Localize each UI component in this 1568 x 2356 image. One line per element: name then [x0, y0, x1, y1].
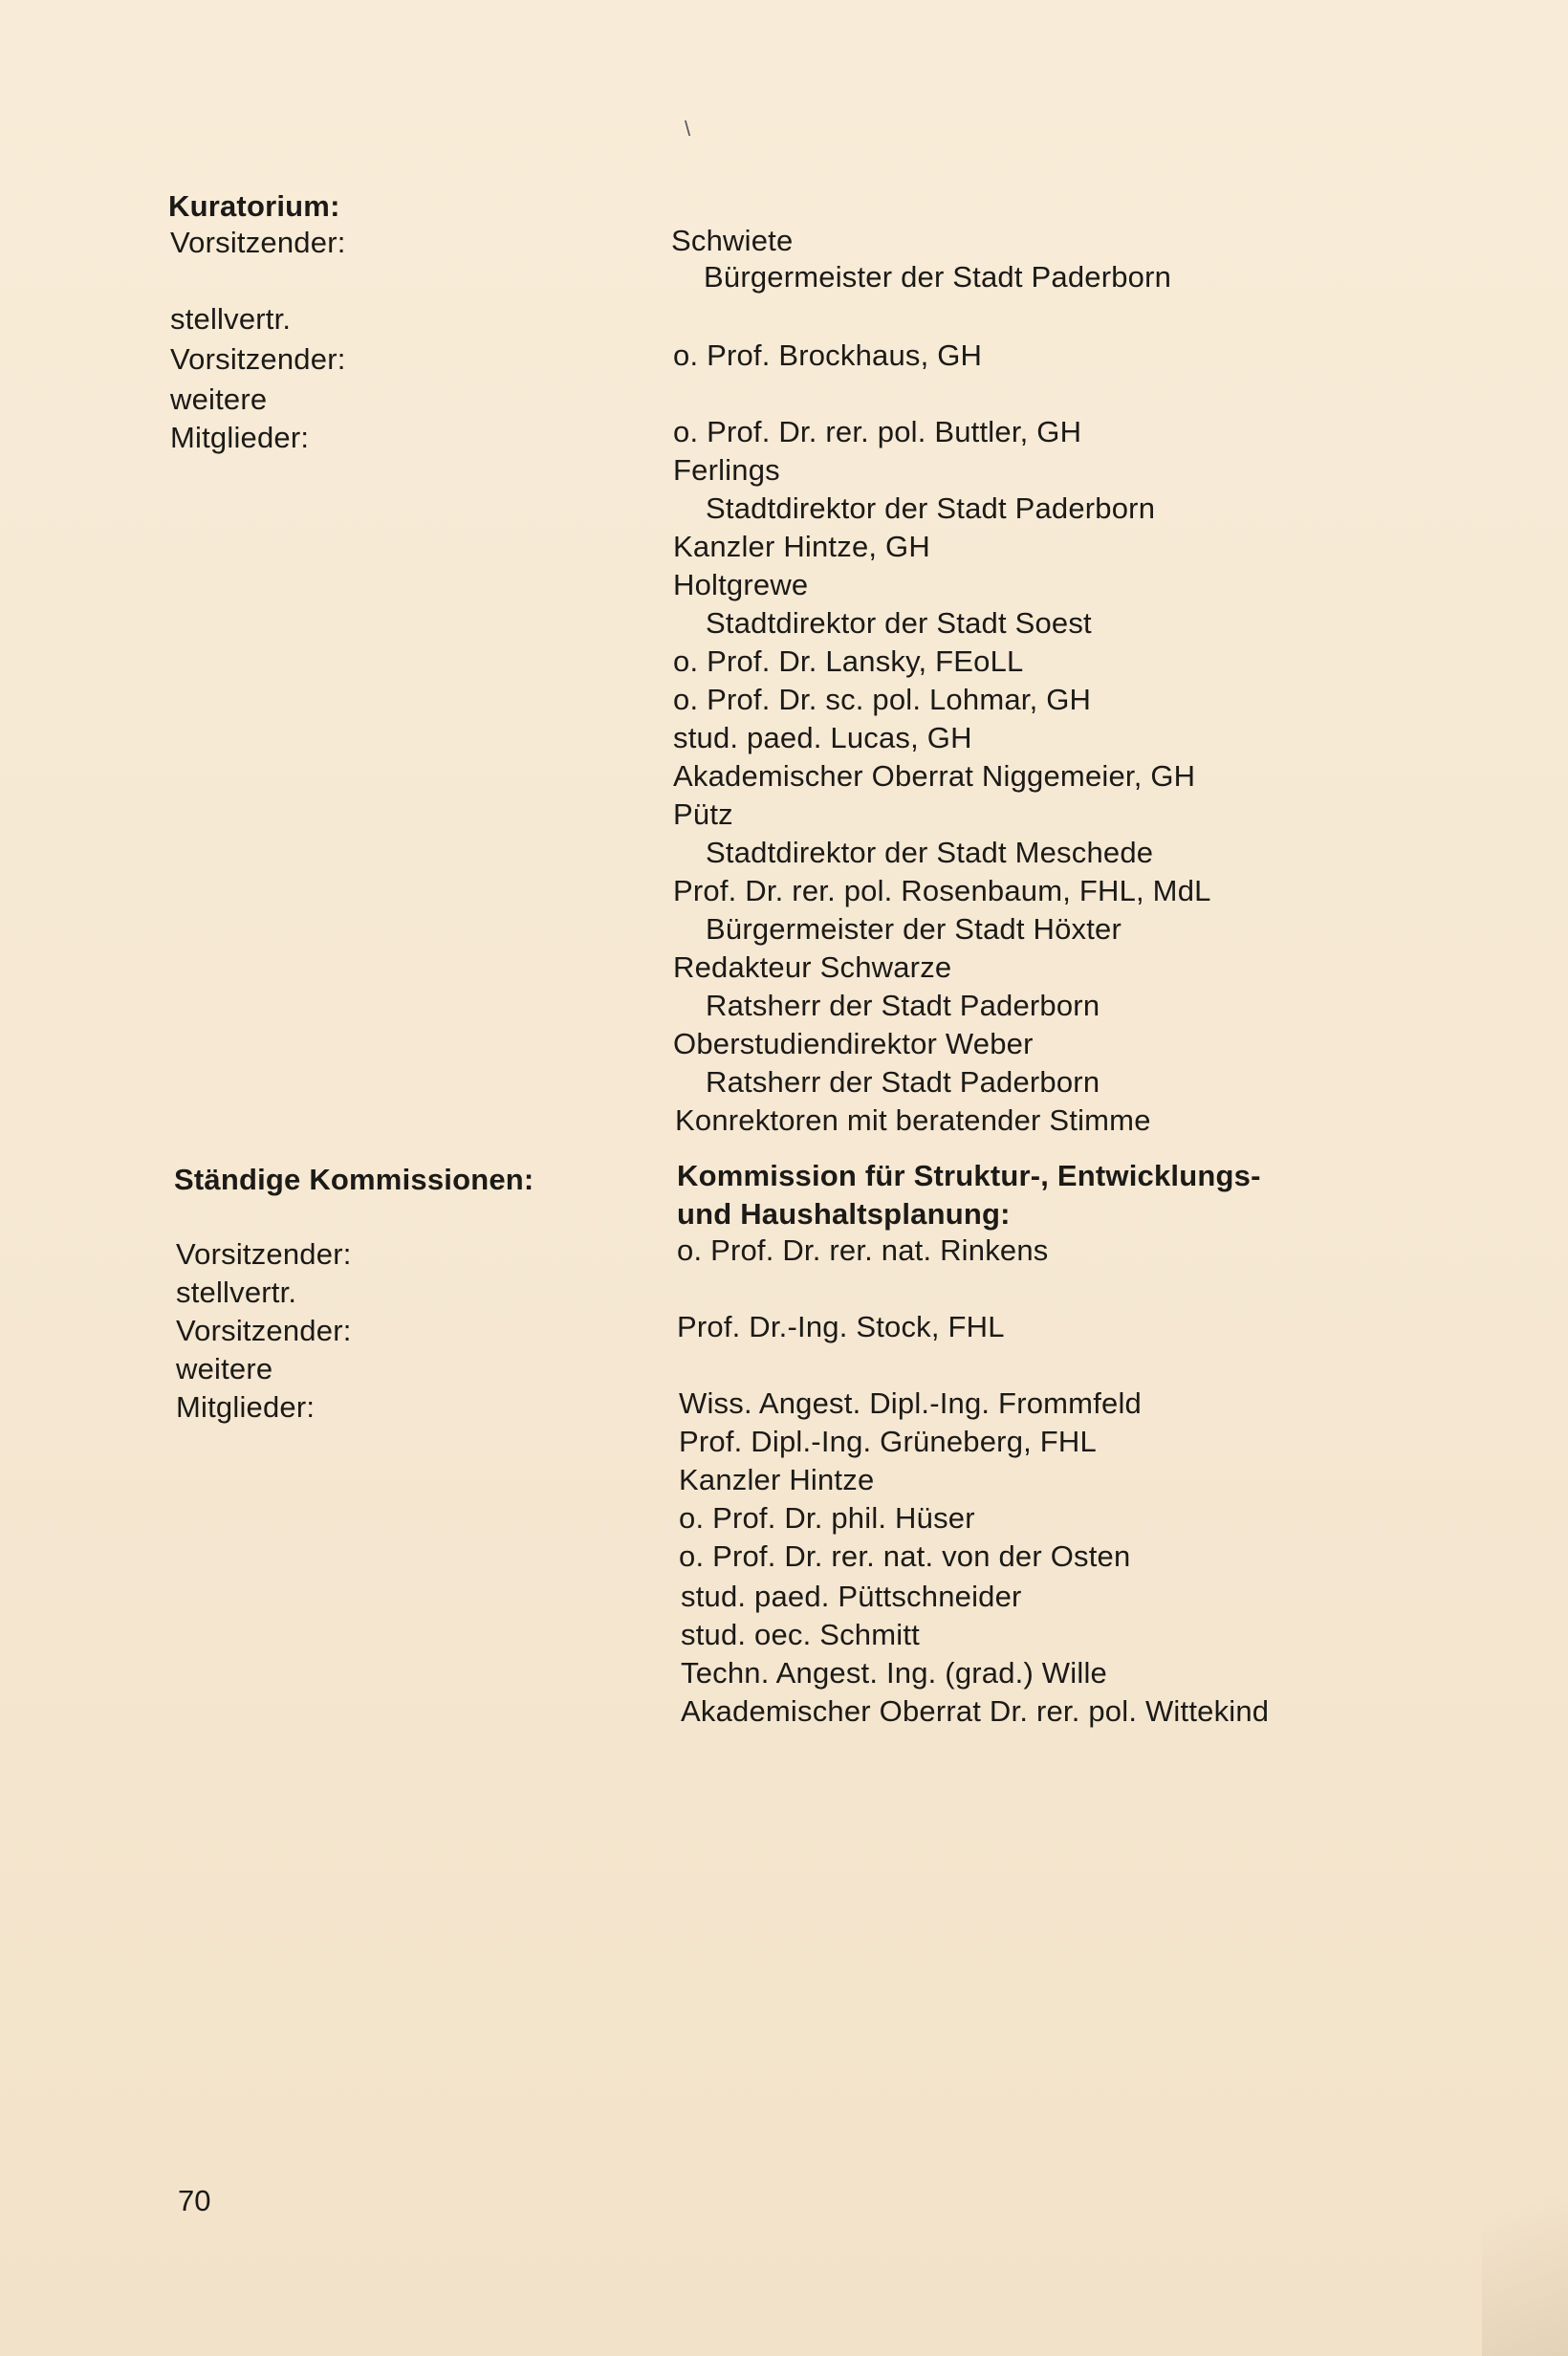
entry: Kanzler Hintze	[679, 1463, 875, 1496]
entry: Konrektoren mit beratender Stimme	[675, 1103, 1151, 1137]
entry: Stadtdirektor der Stadt Paderborn	[706, 491, 1156, 525]
label-weitere: weitere	[176, 1352, 273, 1385]
entry: Stadtdirektor der Stadt Meschede	[706, 836, 1154, 869]
entry: Bürgermeister der Stadt Höxter	[706, 912, 1122, 946]
page-number: 70	[178, 2184, 211, 2217]
entry: Kanzler Hintze, GH	[673, 530, 930, 563]
entry: o. Prof. Dr. rer. nat. Rinkens	[677, 1233, 1049, 1267]
entry: Techn. Angest. Ing. (grad.) Wille	[681, 1656, 1107, 1690]
entry: Stadtdirektor der Stadt Soest	[706, 606, 1092, 640]
entry: Akademischer Oberrat Dr. rer. pol. Wittekind	[681, 1694, 1270, 1728]
entry: o. Prof. Dr. rer. nat. von der Osten	[679, 1539, 1131, 1573]
entry: stud. paed. Püttschneider	[681, 1580, 1022, 1613]
label-weitere: weitere	[170, 382, 268, 416]
entry: Ratsherr der Stadt Paderborn	[706, 989, 1100, 1022]
kommissionen-heading: Ständige Kommissionen:	[174, 1163, 534, 1196]
label-mitglieder: Mitglieder:	[170, 421, 310, 454]
entry: o. Prof. Dr. rer. pol. Buttler, GH	[673, 415, 1082, 448]
entry: o. Prof. Dr. Lansky, FEoLL	[673, 644, 1024, 678]
entry: Ratsherr der Stadt Paderborn	[706, 1065, 1100, 1099]
label-vorsitzender: Vorsitzender:	[176, 1237, 352, 1271]
kuratorium-heading: Kuratorium:	[168, 189, 340, 223]
label-vorsitzender-2: Vorsitzender:	[170, 342, 346, 376]
entry: Schwiete	[671, 224, 794, 257]
commission-title-line-1: Kommission für Struktur-, Entwicklungs-	[677, 1159, 1261, 1192]
entry: Pütz	[673, 797, 733, 831]
entry: Wiss. Angest. Dipl.-Ing. Frommfeld	[679, 1386, 1142, 1420]
stray-mark: \	[685, 117, 691, 141]
entry: stud. oec. Schmitt	[681, 1618, 920, 1651]
entry: Holtgrewe	[673, 568, 809, 601]
entry: Prof. Dr. rer. pol. Rosenbaum, FHL, MdL	[673, 874, 1211, 907]
label-vorsitzender-2: Vorsitzender:	[176, 1314, 352, 1347]
page-corner-shadow	[1482, 2107, 1568, 2356]
label-vorsitzender: Vorsitzender:	[170, 226, 346, 259]
label-mitglieder: Mitglieder:	[176, 1390, 316, 1424]
entry: Prof. Dr.-Ing. Stock, FHL	[677, 1310, 1005, 1343]
entry: Bürgermeister der Stadt Paderborn	[704, 260, 1172, 294]
entry: o. Prof. Dr. phil. Hüser	[679, 1501, 975, 1535]
entry: Prof. Dipl.-Ing. Grüneberg, FHL	[679, 1425, 1097, 1458]
label-stellvertr: stellvertr.	[170, 302, 292, 336]
label-stellvertr: stellvertr.	[176, 1276, 297, 1309]
commission-title-line-2: und Haushaltsplanung:	[677, 1197, 1011, 1231]
entry: o. Prof. Brockhaus, GH	[673, 338, 983, 372]
entry: Akademischer Oberrat Niggemeier, GH	[673, 759, 1196, 793]
entry: Ferlings	[673, 453, 780, 487]
entry: Redakteur Schwarze	[673, 950, 952, 984]
entry: o. Prof. Dr. sc. pol. Lohmar, GH	[673, 683, 1092, 716]
entry: stud. paed. Lucas, GH	[673, 721, 972, 754]
entry: Oberstudiendirektor Weber	[673, 1027, 1034, 1060]
